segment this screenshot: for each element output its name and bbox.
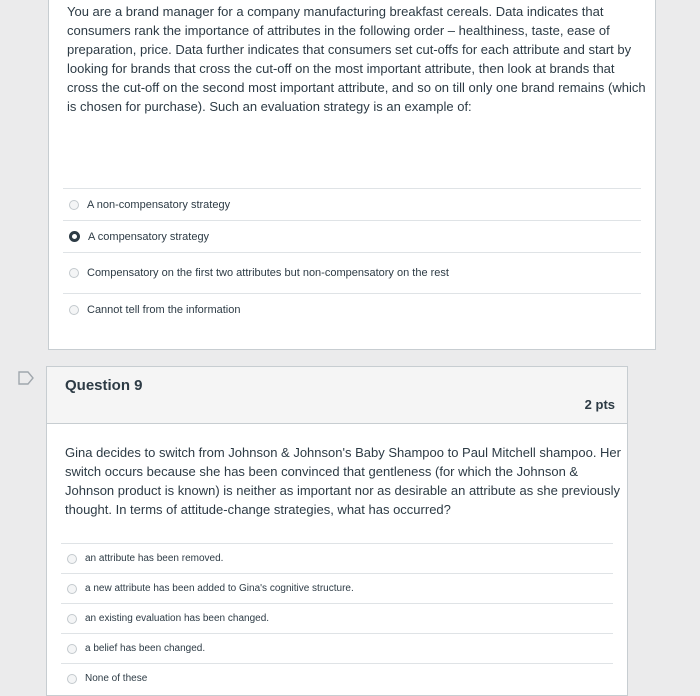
answer-label[interactable]: a new attribute has been added to Gina's cognitive structure. [85,583,354,594]
radio-button[interactable] [69,305,79,315]
answer-option[interactable] [63,293,641,325]
answer-option[interactable] [63,188,641,220]
question-9-text: Gina decides to switch from Johnson & Johnson's Baby Shampoo to Paul Mitchell shampoo. Her switch occurs because she has been convinced that gentleness (for which the Johnson & Johnson product is known) is neither as important nor as desirable an attribute as she previously thought. In terms of attitude-change strategies, what has occurred? [65,445,621,517]
answer-label[interactable]: Compensatory on the first two attributes but non-compensatory on the rest [87,267,449,279]
radio-button[interactable] [69,268,79,278]
answer-label[interactable]: A compensatory strategy [88,230,210,243]
answer-label[interactable]: A non-compensatory strategy [87,198,231,211]
question-8-card [48,0,656,350]
answer-option-selected[interactable] [63,220,641,252]
radio-button[interactable] [67,554,77,564]
answer-label[interactable]: a belief has been changed. [85,643,206,654]
radio-button[interactable] [67,674,77,684]
question-9-answers [61,543,613,693]
question-points: 2 pts [584,397,615,412]
answer-option[interactable] [63,252,641,293]
question-8-answers [63,188,641,325]
answer-option[interactable] [61,543,613,573]
question-title: Question 9 [65,377,143,394]
radio-button[interactable] [67,614,77,624]
answer-option[interactable] [61,603,613,633]
answer-label[interactable]: Cannot tell from the information [87,303,241,316]
answer-label[interactable]: an existing evaluation has been changed. [85,613,270,624]
radio-button[interactable] [67,644,77,654]
answer-option[interactable] [61,573,613,603]
radio-button-selected[interactable] [69,231,80,242]
answer-label[interactable]: an attribute has been removed. [85,553,224,564]
answer-option[interactable] [61,633,613,663]
question-header [47,367,627,424]
radio-button[interactable] [69,200,79,210]
answer-label[interactable]: None of these [85,673,148,684]
question-8-text: You are a brand manager for a company manufacturing breakfast cereals. Data indicates that consumers rank the importance of attributes in the following order – healthiness, taste, ease of preparation, price. Data further indicates that consumers set cut-offs for each attribute and start by looking for brands that cross the cut-off on the most important attribute, then look at brands that cross the cut-off on the second most important attribute, and so on till only one brand remains (which is chosen for purchase). Such an evaluation strategy is an example of: [67,4,646,114]
flag-question-icon[interactable] [18,371,34,385]
question-9-card [46,366,628,696]
radio-button[interactable] [67,584,77,594]
